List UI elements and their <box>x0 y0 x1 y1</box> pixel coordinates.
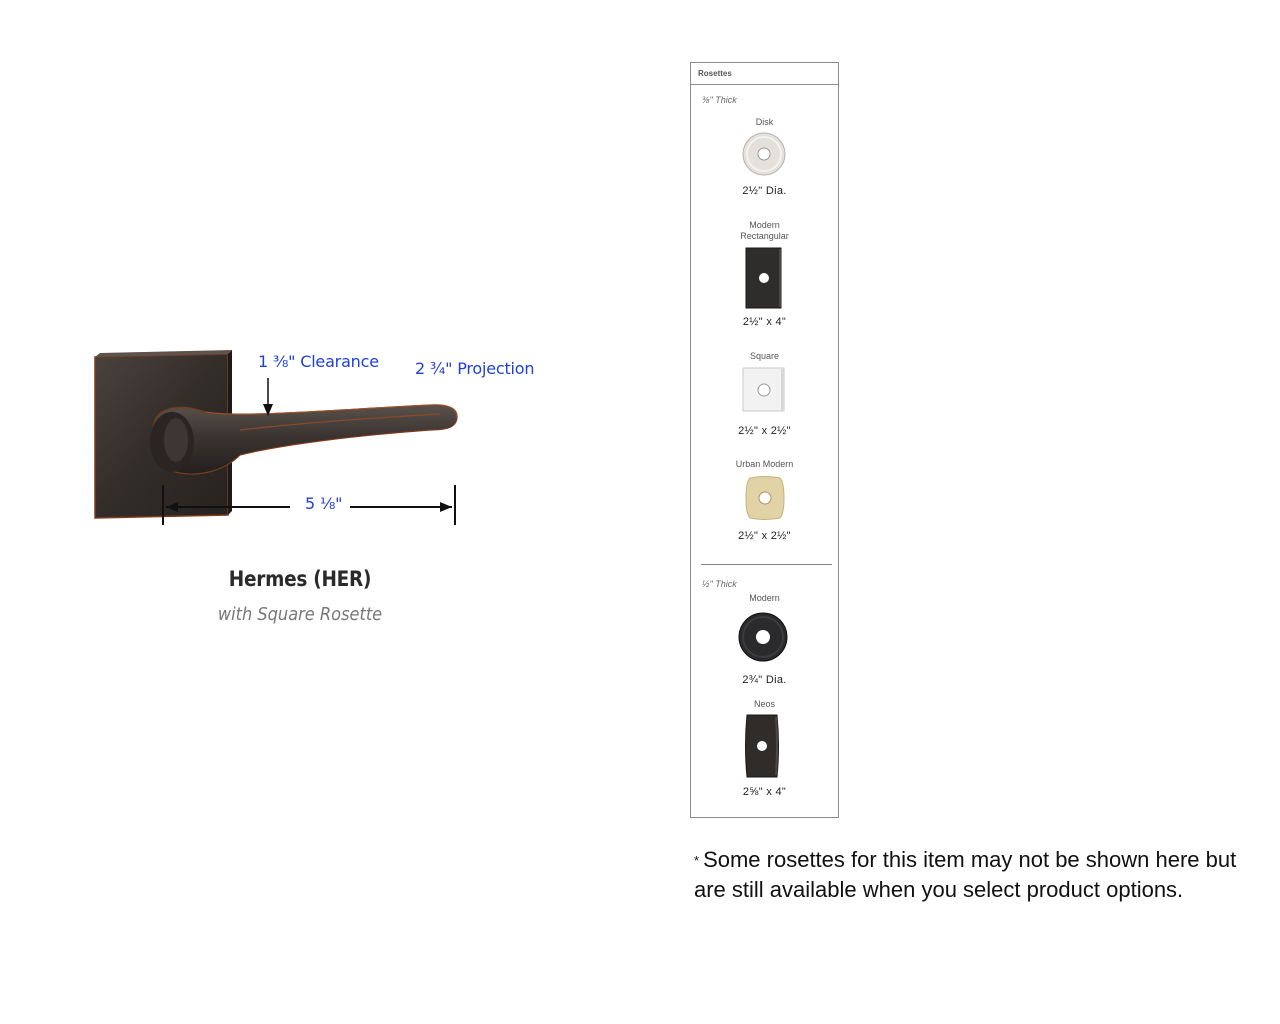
rosette-options-panel <box>690 62 839 818</box>
rosette-size-modern: 2¾" Dia. <box>742 674 787 686</box>
rosette-name-disk: Disk <box>755 117 774 127</box>
rosette-size-square: 2½" x 2½" <box>738 425 791 437</box>
group-label-3-8-thick: ⅜" Thick <box>702 95 737 105</box>
square-rosette-icon[interactable] <box>742 367 786 413</box>
footnote-text: Some rosettes for this item may not be shown here but are still available when you select product options. <box>694 847 1237 902</box>
rosette-size-neos: 2⅝" x 4" <box>742 786 787 798</box>
group-divider <box>701 564 832 565</box>
clearance-arrow <box>263 378 273 416</box>
rosette-name-modern-rectangular: Modern Rectangular <box>740 220 789 241</box>
rosette-name-neos: Neos <box>753 699 775 709</box>
footnote-marker: * <box>694 853 700 868</box>
disk-rosette-icon[interactable] <box>742 132 786 176</box>
availability-footnote <box>694 845 1254 904</box>
clearance-dimension-label: 1 ⅜" Clearance <box>258 352 379 371</box>
panel-title: Rosettes <box>698 69 732 78</box>
width-dimension-label: 5 ⅛" <box>305 494 343 513</box>
modern-rectangular-rosette-icon[interactable] <box>745 247 783 309</box>
lever-shape <box>150 405 457 474</box>
neos-rosette-icon[interactable] <box>743 714 781 778</box>
handle-illustration <box>0 0 640 700</box>
rosette-size-disk: 2½" Dia. <box>742 185 787 197</box>
product-subtitle: with Square Rosette <box>217 604 383 625</box>
panel-header <box>691 63 838 85</box>
rosette-name-modern: Modern <box>749 593 780 603</box>
rosette-name-square: Square <box>749 351 780 361</box>
projection-dimension-label: 2 ¾" Projection <box>415 359 535 378</box>
modern-rosette-icon[interactable] <box>738 612 788 662</box>
rosette-size-modern-rectangular: 2½" x 4" <box>742 316 787 328</box>
group-label-1-2-thick: ½" Thick <box>702 579 737 589</box>
urban-modern-rosette-icon[interactable] <box>744 476 786 520</box>
product-title: Hermes (HER) <box>228 567 372 591</box>
rosette-name-urban-modern: Urban Modern <box>735 459 794 469</box>
rosette-size-urban-modern: 2½" x 2½" <box>738 530 791 542</box>
